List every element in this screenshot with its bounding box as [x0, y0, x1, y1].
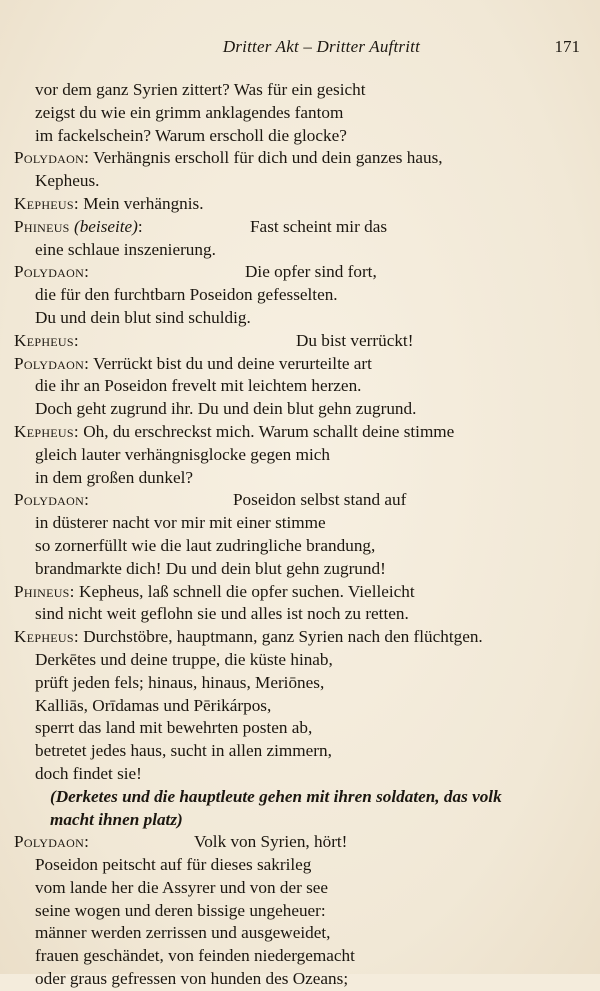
speaker-name: Polydaon:: [14, 148, 90, 168]
speech-text: Durchstöbre, hauptmann, ganz Syrien nach den flüchtgen.: [83, 627, 483, 647]
speech-text: Mein verhängnis.: [83, 193, 204, 213]
verse-line: prüft jeden fels; hinaus, hinaus, Meriōnes,: [35, 672, 325, 692]
verse-line: so zornerfüllt wie die laut zudringliche brandung,: [35, 535, 376, 555]
speaker-name: Kepheus:: [14, 421, 79, 441]
verse-line: betretet jedes haus, sucht in allen zimmern,: [35, 741, 332, 761]
page-number: 171: [554, 37, 580, 56]
verse-line: zeigst du wie ein grimm anklagendes fantom: [35, 102, 344, 122]
verse-line: Kalliās, Orīdamas und Pērikárpos,: [35, 695, 272, 715]
speech-text: Kepheus, laß schnell die opfer suchen. Vielleicht: [79, 581, 415, 601]
stage-direction: (Derketes und die hauptleute gehen mit ihren soldaten, das volk: [50, 786, 502, 806]
speech-text: Oh, du erschreckst mich. Warum schallt deine stimme: [83, 421, 455, 441]
speech-line: [14, 147, 594, 170]
verse-line: Poseidon peitscht auf für dieses sakrileg: [35, 855, 312, 875]
verse-line: sind nicht weit geflohn sie und alles ist noch zu retten.: [35, 604, 409, 624]
speech-text: Poseidon selbst stand auf: [233, 490, 407, 510]
verse-line: Kepheus.: [35, 171, 100, 191]
verse-line: vor dem ganz Syrien zittert? Was für ein gesicht: [35, 80, 366, 99]
speech-line: [14, 216, 594, 239]
speech-text: Volk von Syrien, hört!: [194, 832, 348, 852]
verse-line: sperrt das land mit bewehrten posten ab,: [35, 718, 313, 738]
verse-line: Du und dein blut sind schuldig.: [35, 307, 251, 327]
verse-line: Doch geht zugrund ihr. Du und dein blut gehn zugrund.: [35, 399, 417, 419]
speech-line: [14, 626, 594, 649]
speech-text: Du bist verrückt!: [296, 330, 414, 350]
play-text: [14, 79, 594, 991]
speaker-name: Phineus:: [14, 581, 75, 601]
verse-line: doch findet sie!: [35, 763, 142, 783]
speaker-name: Polydaon:: [14, 832, 90, 852]
speaker-name: Polydaon:: [14, 262, 90, 282]
stage-aside: (beiseite): [73, 216, 138, 236]
stage-direction: macht ihnen platz): [50, 809, 183, 829]
verse-line: die für den furchtbarn Poseidon gefesselten.: [35, 285, 338, 305]
verse-line: vom lande her die Assyrer und von der see: [35, 877, 329, 897]
speech-line: [14, 353, 594, 376]
speech-text: Verrückt bist du und deine verurteilte art: [93, 353, 372, 373]
speech-text: Fast scheint mir das: [250, 216, 388, 236]
speaker-name: Kepheus:: [14, 627, 79, 647]
verse-line: seine wogen und deren bissige ungeheuer:: [35, 900, 326, 920]
verse-line: die ihr an Poseidon frevelt mit leichtem herzen.: [35, 376, 362, 396]
verse-line: in düsterer nacht vor mir mit einer stimme: [35, 513, 326, 533]
verse-line: männer werden zerrissen und ausgeweidet,: [35, 923, 331, 943]
speech-text: Die opfer sind fort,: [245, 262, 377, 282]
speech-line: [14, 261, 594, 284]
running-title: Dritter Akt – Dritter Auftritt: [222, 37, 420, 56]
speech-line: [14, 330, 594, 353]
verse-line: eine schlaue inszenierung.: [35, 239, 216, 259]
speech-line: [14, 421, 594, 444]
speaker-colon: :: [137, 216, 143, 236]
speaker-name: Kepheus:: [14, 330, 79, 350]
verse-line: Derkētes und deine truppe, die küste hinab,: [35, 649, 333, 669]
speaker-name: Phineus: [14, 216, 70, 236]
speech-line: [14, 581, 594, 604]
page-header: [0, 37, 600, 61]
speech-text: Verhängnis erscholl für dich und dein ganzes haus,: [93, 148, 443, 168]
verse-line: in dem großen dunkel?: [35, 467, 193, 487]
verse-line: brandmarkte dich! Du und dein blut gehn zugrund!: [35, 558, 386, 578]
speaker-name: Kepheus:: [14, 193, 79, 213]
speaker-name: Polydaon:: [14, 490, 90, 510]
verse-line: gleich lauter verhängnisglocke gegen mich: [35, 444, 330, 464]
speaker-name: Polydaon:: [14, 353, 90, 373]
verse-line: oder graus gefressen von hunden des Ozeans;: [35, 969, 349, 989]
speech-line: [14, 831, 594, 854]
speech-line: [14, 193, 594, 216]
verse-line: frauen geschändet, von feinden niedergemacht: [35, 946, 355, 966]
verse-line: im fackelschein? Warum erscholl die glocke?: [35, 125, 347, 145]
speech-line: [14, 489, 594, 512]
